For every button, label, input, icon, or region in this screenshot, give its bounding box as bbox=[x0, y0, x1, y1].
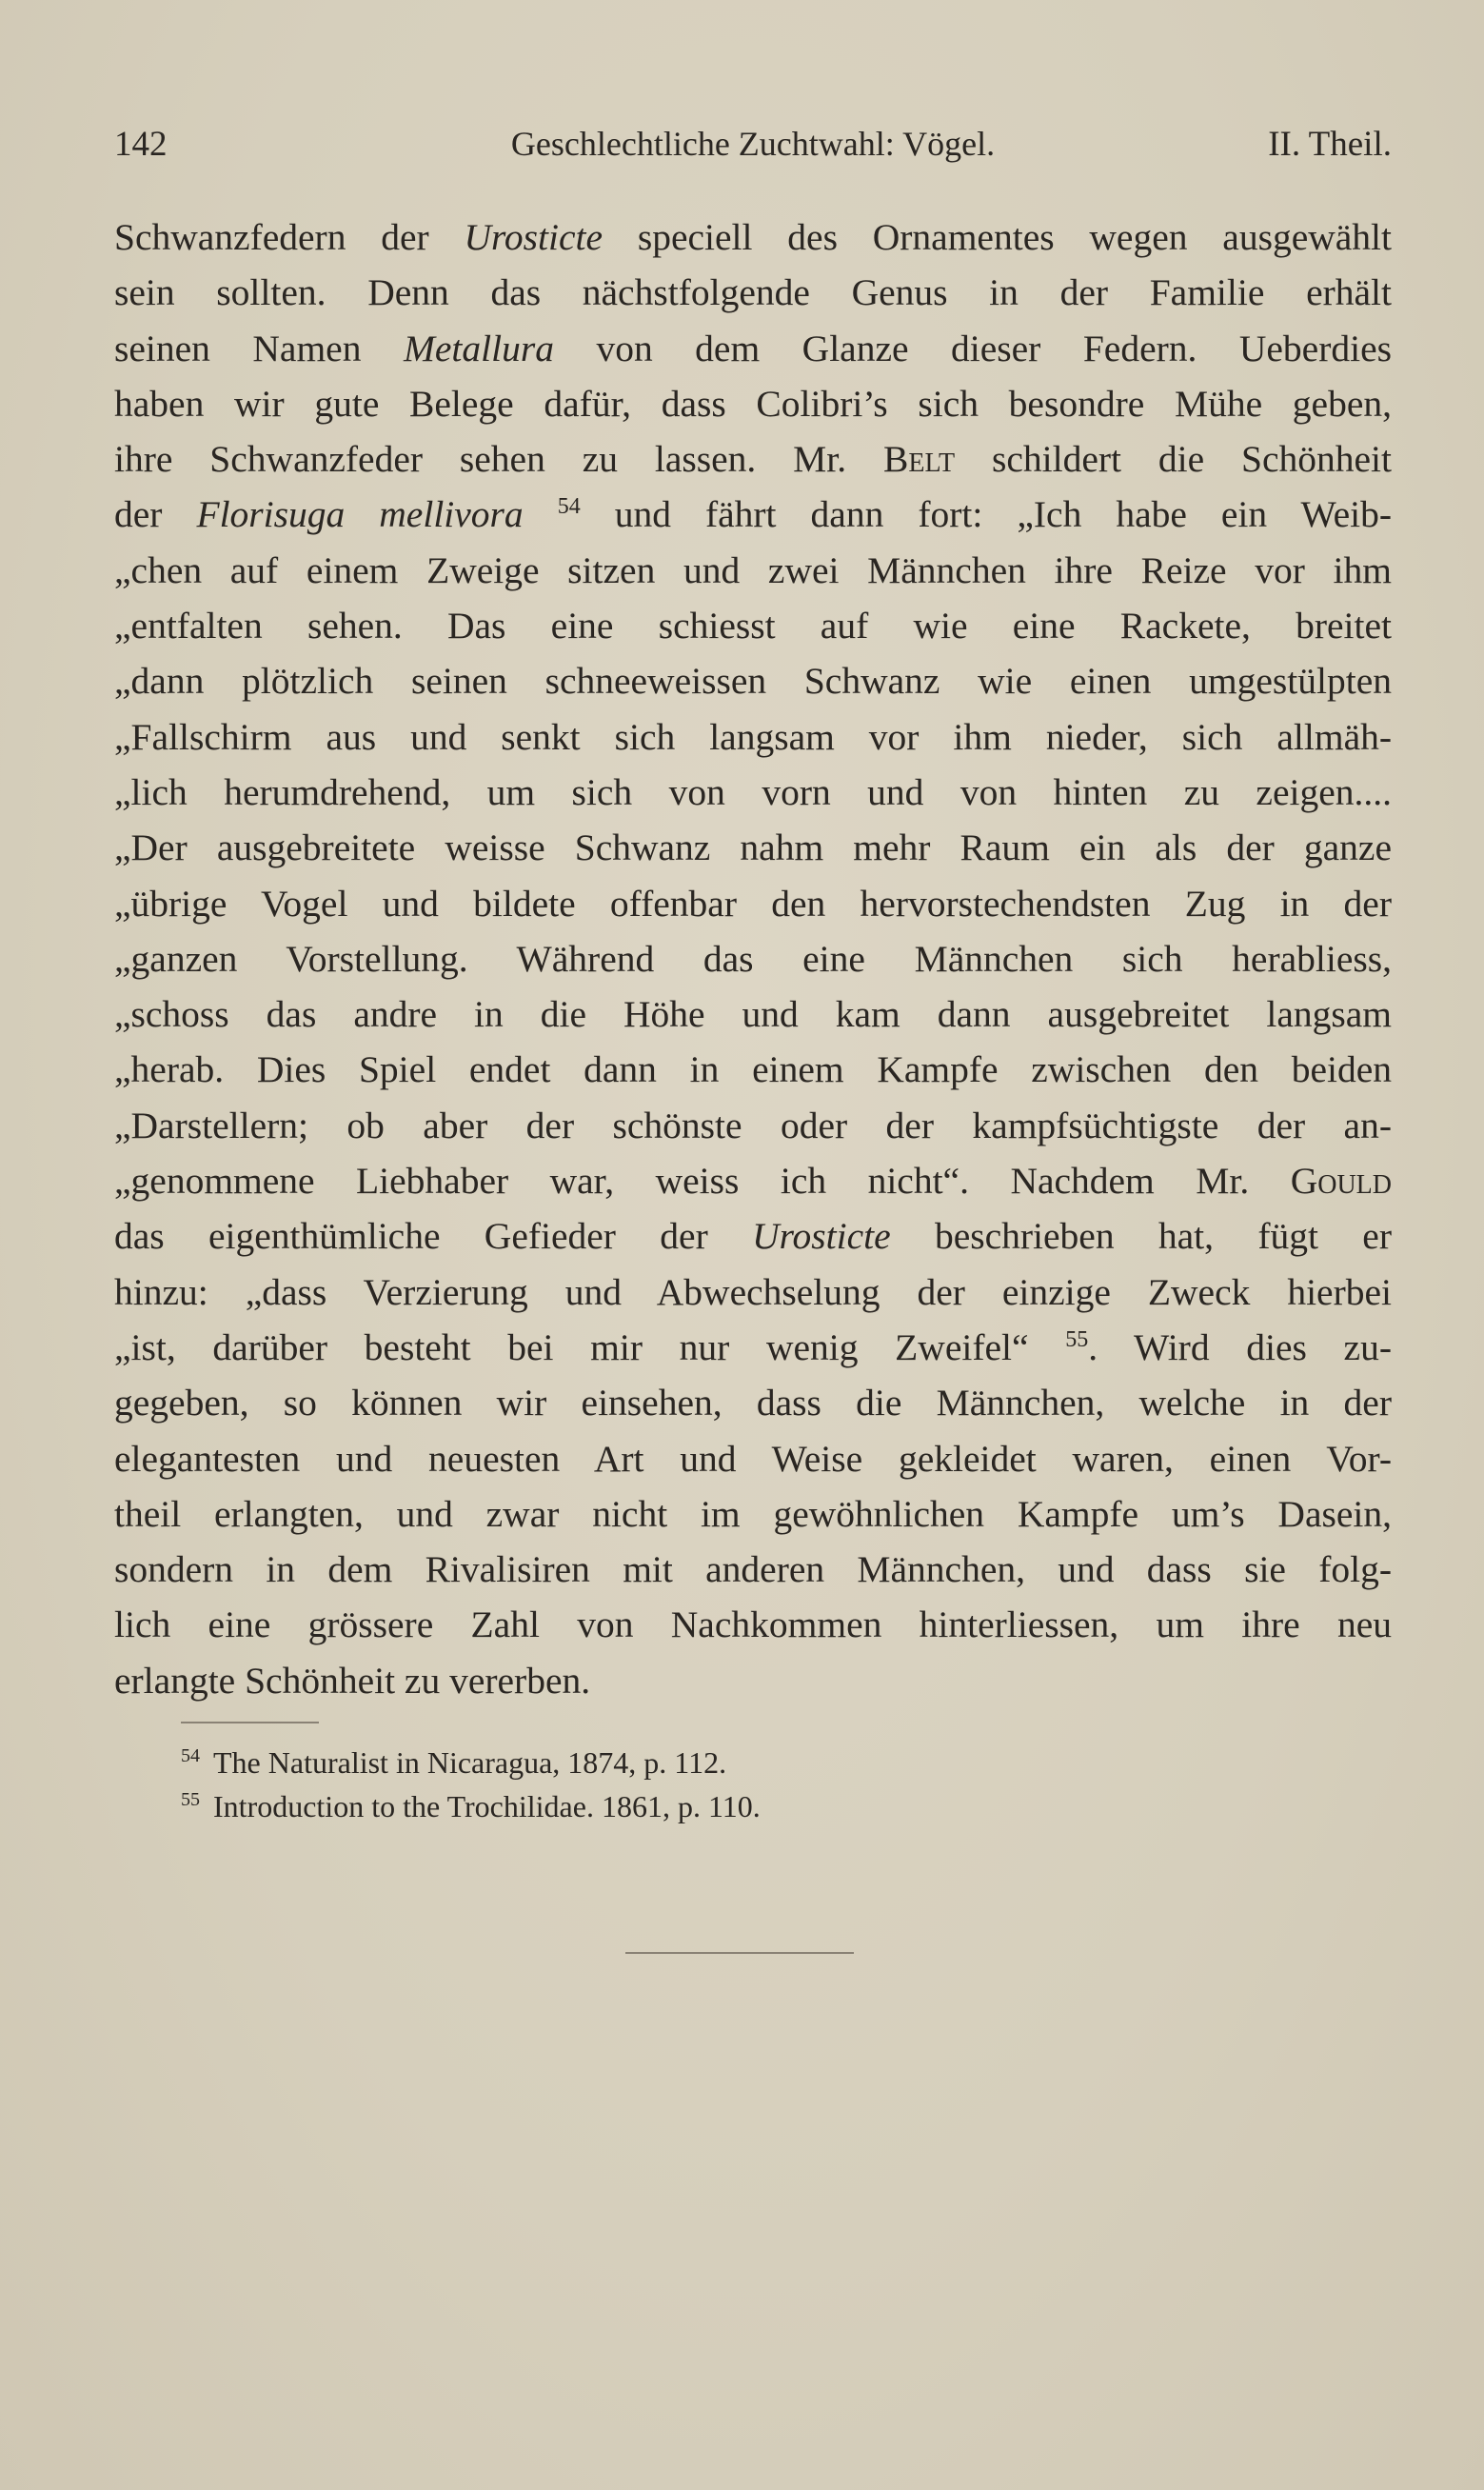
text-segment: lich eine grössere Zahl von Nachkommen hinterliessen, um ihre neu bbox=[114, 1604, 1392, 1646]
section-label: II. Theil. bbox=[1268, 125, 1392, 164]
text-line bbox=[114, 1375, 1392, 1430]
running-title: Geschlechtliche Zuchtwahl: Vögel. bbox=[510, 125, 996, 163]
text-segment: theil erlangten, und zwar nicht im gewöhnlichen Kampfe um’s Dasein, bbox=[114, 1492, 1392, 1535]
text-line bbox=[114, 765, 1392, 820]
text-segment: sondern in dem Rivalisiren mit anderen Männchen, und dass sie folg- bbox=[114, 1548, 1392, 1591]
text-segment: „lich herumdrehend, um sich von vorn und von hinten zu zeigen.... bbox=[114, 770, 1392, 813]
text-line bbox=[114, 1431, 1392, 1486]
text-line bbox=[114, 1486, 1392, 1542]
footnote-reference: 55 bbox=[1065, 1326, 1089, 1352]
text-line bbox=[114, 1098, 1392, 1153]
text-segment: beschrieben hat, fügt er bbox=[890, 1215, 1392, 1258]
text-line bbox=[114, 598, 1392, 653]
text-line bbox=[114, 1265, 1392, 1320]
text-segment: gegeben, so können wir einsehen, dass die Männchen, welche in der bbox=[114, 1382, 1392, 1424]
italic-term: Urosticte bbox=[752, 1215, 891, 1258]
footnote-reference: 54 bbox=[557, 494, 581, 520]
text-segment: „herab. Dies Spiel endet dann in einem Kampfe zwischen den beiden bbox=[114, 1048, 1392, 1091]
text-line bbox=[114, 265, 1392, 320]
text-segment: „dann plötzlich seinen schneeweissen Schwanz wie einen umgestülpten bbox=[114, 660, 1392, 703]
text-segment: hinzu: „dass Verzierung und Abwechselung der einzige Zweck hierbei bbox=[114, 1270, 1392, 1313]
text-segment: Schwanzfedern der bbox=[114, 216, 465, 258]
text-line bbox=[114, 376, 1392, 431]
page-number: 142 bbox=[114, 125, 168, 164]
text-segment: „Darstellern; ob aber der schönste oder der kampfsüchtigste der an- bbox=[114, 1104, 1392, 1146]
italic-term: Florisuga mellivora bbox=[196, 493, 524, 536]
text-line bbox=[114, 1597, 1392, 1652]
text-line bbox=[114, 1653, 1392, 1708]
text-segment: „schoss das andre in die Höhe und kam dann ausgebreitet langsam bbox=[114, 993, 1392, 1036]
text-segment bbox=[524, 493, 558, 535]
text-segment: „übrige Vogel und bildete offenbar den hervorstechendsten Zug in der bbox=[114, 882, 1392, 925]
footnote-mark: 54 bbox=[181, 1745, 200, 1767]
text-segment: der bbox=[114, 493, 197, 536]
footnotes bbox=[181, 1741, 1323, 1828]
text-segment: „Der ausgebreitete weisse Schwanz nahm mehr Raum ein als der ganze bbox=[114, 827, 1392, 869]
text-segment: das eigenthümliche Gefieder der bbox=[114, 1215, 753, 1258]
text-segment: und fährt dann fort: „Ich habe ein Weib- bbox=[580, 493, 1392, 536]
text-line bbox=[114, 709, 1392, 765]
author-name: Gould bbox=[1290, 1160, 1392, 1203]
text-segment: elegantesten und neuesten Art und Weise gekleidet waren, einen Vor- bbox=[114, 1437, 1392, 1480]
footnote-mark: 55 bbox=[181, 1789, 200, 1811]
italic-term: Metallura bbox=[403, 327, 554, 369]
text-segment: speciell des Ornamentes wegen ausgewählt bbox=[603, 216, 1392, 258]
page-header bbox=[114, 124, 1392, 171]
text-line bbox=[114, 543, 1392, 598]
text-line bbox=[114, 1153, 1392, 1208]
text-segment: von dem Glanze dieser Federn. Ueberdies bbox=[553, 327, 1392, 369]
text-line bbox=[114, 321, 1392, 376]
text-segment: „ganzen Vorstellung. Während das eine Männchen sich herabliess, bbox=[114, 937, 1392, 980]
text-line bbox=[114, 1542, 1392, 1597]
text-line bbox=[114, 431, 1392, 487]
text-segment: „entfalten sehen. Das eine schiesst auf wie eine Rackete, breitet bbox=[114, 605, 1392, 647]
author-name: Belt bbox=[883, 438, 956, 481]
footnote-text: Introduction to the Trochilidae. 1861, p. 110. bbox=[213, 1789, 761, 1823]
text-segment: seinen Namen bbox=[114, 327, 404, 369]
text-line bbox=[114, 1208, 1392, 1264]
footnote-54 bbox=[181, 1741, 1323, 1784]
footnote-rule bbox=[181, 1722, 319, 1723]
body-text bbox=[114, 209, 1392, 1708]
text-segment: sein sollten. Denn das nächstfolgende Genus in der Familie erhält bbox=[114, 271, 1392, 314]
text-line bbox=[114, 1320, 1392, 1375]
text-segment: erlangte Schönheit zu vererben. bbox=[114, 1659, 591, 1702]
end-rule bbox=[625, 1952, 854, 1954]
text-segment: ihre Schwanzfeder sehen zu lassen. Mr. bbox=[114, 438, 884, 481]
text-segment: „genommene Liebhaber war, weiss ich nicht“. Nachdem Mr. bbox=[114, 1160, 1291, 1203]
text-segment: . Wird dies zu- bbox=[1088, 1325, 1392, 1368]
text-segment: haben wir gute Belege dafür, dass Colibri’s sich besondre Mühe geben, bbox=[114, 382, 1392, 425]
italic-term: Urosticte bbox=[464, 216, 603, 258]
text-segment: „chen auf einem Zweige sitzen und zwei Männchen ihre Reize vor ihm bbox=[114, 548, 1392, 591]
footnote-55 bbox=[181, 1784, 1323, 1828]
text-line bbox=[114, 820, 1392, 875]
text-segment: „Fallschirm aus und senkt sich langsam vor ihm nieder, sich allmäh- bbox=[114, 715, 1392, 758]
footnote-text: The Naturalist in Nicaragua, 1874, p. 112. bbox=[213, 1745, 727, 1780]
text-line bbox=[114, 653, 1392, 708]
text-line bbox=[114, 986, 1392, 1042]
text-line bbox=[114, 209, 1392, 265]
text-line bbox=[114, 876, 1392, 931]
text-line bbox=[114, 1042, 1392, 1097]
text-line bbox=[114, 931, 1392, 986]
text-segment: schildert die Schönheit bbox=[955, 438, 1393, 481]
text-segment: „ist, darüber besteht bei mir nur wenig Zweifel“ bbox=[114, 1325, 1066, 1368]
text-line bbox=[114, 487, 1392, 542]
